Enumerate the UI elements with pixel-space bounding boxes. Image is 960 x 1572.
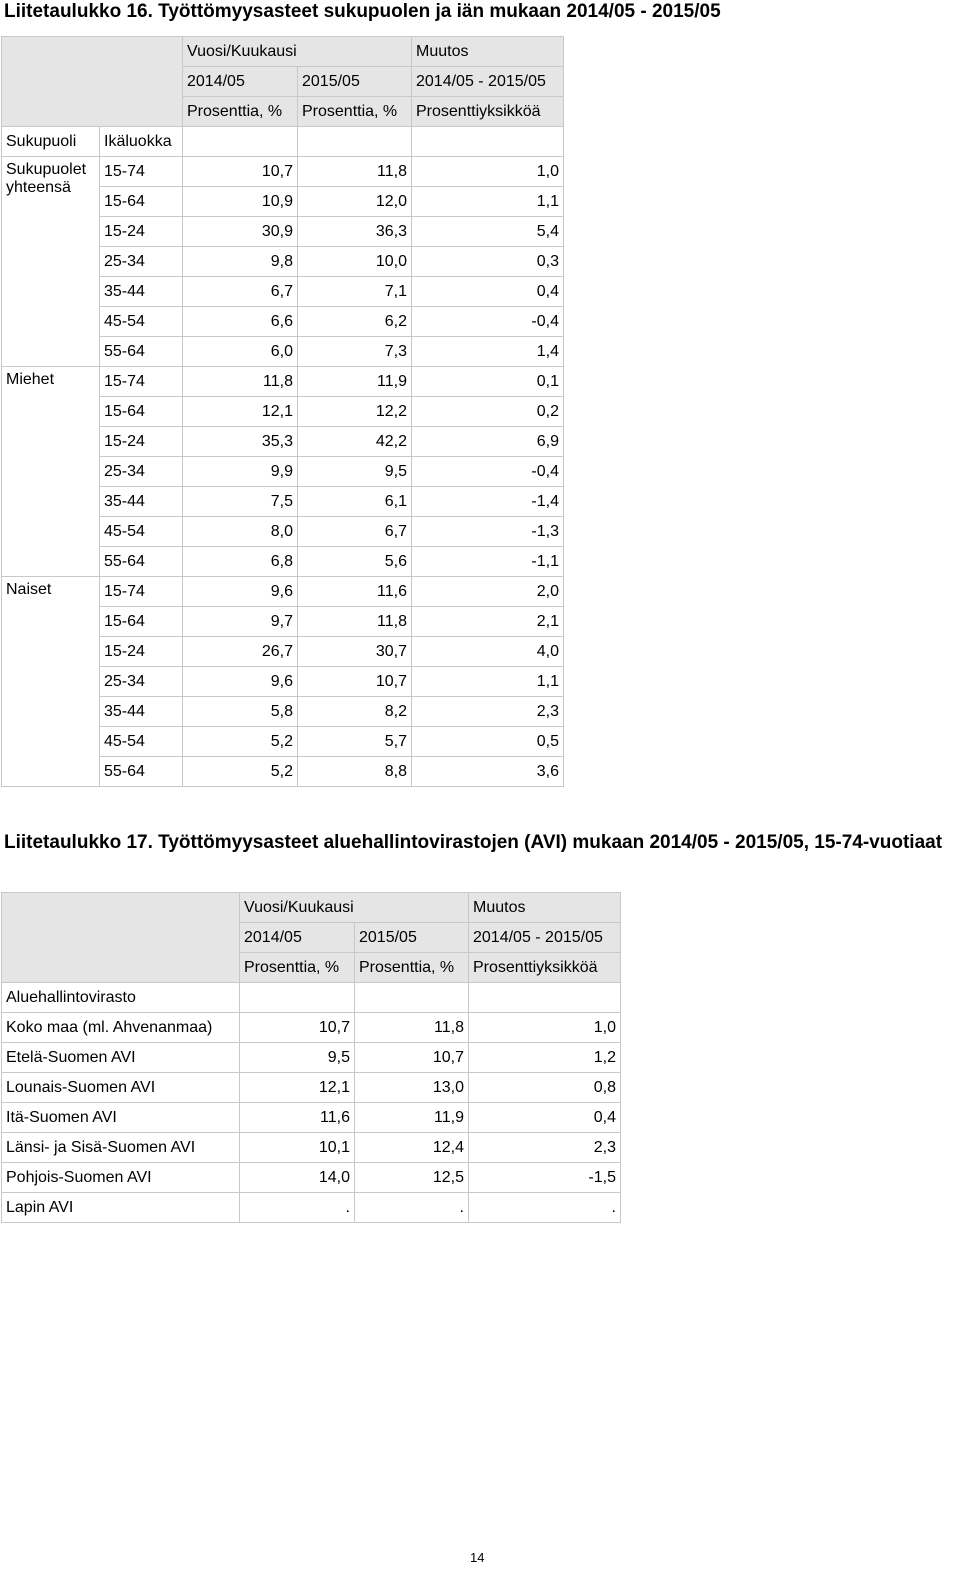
- age-group-cell: 15-64: [100, 397, 183, 427]
- rate-2014-cell: 5,2: [183, 727, 298, 757]
- table-row: [2, 157, 564, 187]
- change-cell: 0,4: [412, 277, 564, 307]
- age-group-cell: 15-24: [100, 427, 183, 457]
- rate-2015-cell: 11,9: [355, 1103, 469, 1133]
- gender-group-label: Naiset: [2, 577, 100, 787]
- table-row: [2, 1133, 621, 1163]
- table17-header-period-3: 2014/05 - 2015/05: [469, 923, 621, 953]
- region-label-cell: Länsi- ja Sisä-Suomen AVI: [2, 1133, 240, 1163]
- change-cell: .: [469, 1193, 621, 1223]
- rate-2014-cell: 11,8: [183, 367, 298, 397]
- rate-2015-cell: 10,7: [298, 667, 412, 697]
- table16-body: [2, 157, 564, 787]
- age-group-cell: 15-24: [100, 217, 183, 247]
- table16-header-period-2: 2015/05: [298, 67, 412, 97]
- rate-2014-cell: 5,2: [183, 757, 298, 787]
- rate-2014-cell: 8,0: [183, 517, 298, 547]
- rate-2014-cell: 9,5: [240, 1043, 355, 1073]
- table16-header-period-3: 2014/05 - 2015/05: [412, 67, 564, 97]
- table17-header-unit-1: Prosenttia, %: [240, 953, 355, 983]
- change-cell: 0,4: [469, 1103, 621, 1133]
- table-row: [2, 367, 564, 397]
- rate-2014-cell: .: [240, 1193, 355, 1223]
- rate-2014-cell: 6,8: [183, 547, 298, 577]
- table-row: [2, 1043, 621, 1073]
- table-row: [2, 1163, 621, 1193]
- change-cell: 0,3: [412, 247, 564, 277]
- table17-row-header: Aluehallintovirasto: [2, 983, 240, 1013]
- rate-2015-cell: 11,8: [298, 157, 412, 187]
- rate-2014-cell: 9,6: [183, 667, 298, 697]
- table-row: [2, 1103, 621, 1133]
- age-group-cell: 15-24: [100, 637, 183, 667]
- rate-2015-cell: 9,5: [298, 457, 412, 487]
- age-group-cell: 15-74: [100, 157, 183, 187]
- change-cell: 1,0: [469, 1013, 621, 1043]
- table16-header-group1: Vuosi/Kuukausi: [183, 37, 412, 67]
- rate-2014-cell: 5,8: [183, 697, 298, 727]
- change-cell: 0,5: [412, 727, 564, 757]
- rate-2014-cell: 11,6: [240, 1103, 355, 1133]
- table16-blank-cell: [298, 127, 412, 157]
- rate-2014-cell: 9,7: [183, 607, 298, 637]
- change-cell: 3,6: [412, 757, 564, 787]
- rate-2015-cell: 12,5: [355, 1163, 469, 1193]
- age-group-cell: 35-44: [100, 697, 183, 727]
- rate-2015-cell: 7,3: [298, 337, 412, 367]
- table17-blank-cell: [240, 983, 355, 1013]
- region-label-cell: Itä-Suomen AVI: [2, 1103, 240, 1133]
- rate-2014-cell: 14,0: [240, 1163, 355, 1193]
- change-cell: 2,0: [412, 577, 564, 607]
- age-group-cell: 55-64: [100, 337, 183, 367]
- rate-2015-cell: 5,7: [298, 727, 412, 757]
- rate-2015-cell: 30,7: [298, 637, 412, 667]
- change-cell: 5,4: [412, 217, 564, 247]
- change-cell: 2,3: [412, 697, 564, 727]
- table17-header-group1: Vuosi/Kuukausi: [240, 893, 469, 923]
- rate-2014-cell: 6,6: [183, 307, 298, 337]
- rate-2014-cell: 9,8: [183, 247, 298, 277]
- rate-2015-cell: .: [355, 1193, 469, 1223]
- table16-blank-cell: [412, 127, 564, 157]
- change-cell: -1,5: [469, 1163, 621, 1193]
- table17-header-period-1: 2014/05: [240, 923, 355, 953]
- age-group-cell: 35-44: [100, 277, 183, 307]
- change-cell: 0,8: [469, 1073, 621, 1103]
- table-row: [2, 1013, 621, 1043]
- table16-header-unit-2: Prosenttia, %: [298, 97, 412, 127]
- page-number: 14: [470, 1550, 485, 1565]
- rate-2015-cell: 7,1: [298, 277, 412, 307]
- region-label-cell: Lapin AVI: [2, 1193, 240, 1223]
- change-cell: 1,2: [469, 1043, 621, 1073]
- table17-header-unit-2: Prosenttia, %: [355, 953, 469, 983]
- table16-corner: [2, 37, 183, 127]
- rate-2015-cell: 11,8: [298, 607, 412, 637]
- age-group-cell: 55-64: [100, 547, 183, 577]
- change-cell: 4,0: [412, 637, 564, 667]
- change-cell: 6,9: [412, 427, 564, 457]
- rate-2015-cell: 10,7: [355, 1043, 469, 1073]
- rate-2015-cell: 11,6: [298, 577, 412, 607]
- rate-2015-cell: 13,0: [355, 1073, 469, 1103]
- change-cell: 2,1: [412, 607, 564, 637]
- rate-2014-cell: 26,7: [183, 637, 298, 667]
- age-group-cell: 15-64: [100, 187, 183, 217]
- rate-2015-cell: 6,2: [298, 307, 412, 337]
- age-group-cell: 25-34: [100, 457, 183, 487]
- table17-header-unit-3: Prosenttiyksikköä: [469, 953, 621, 983]
- change-cell: -1,4: [412, 487, 564, 517]
- rate-2014-cell: 9,9: [183, 457, 298, 487]
- table16-row-header-age: Ikäluokka: [100, 127, 183, 157]
- region-label-cell: Lounais-Suomen AVI: [2, 1073, 240, 1103]
- rate-2014-cell: 10,1: [240, 1133, 355, 1163]
- age-group-cell: 25-34: [100, 247, 183, 277]
- rate-2015-cell: 8,8: [298, 757, 412, 787]
- table-row: [2, 1073, 621, 1103]
- rate-2014-cell: 10,7: [183, 157, 298, 187]
- table17-blank-cell: [355, 983, 469, 1013]
- rate-2015-cell: 5,6: [298, 547, 412, 577]
- rate-2014-cell: 10,9: [183, 187, 298, 217]
- age-group-cell: 25-34: [100, 667, 183, 697]
- rate-2014-cell: 12,1: [240, 1073, 355, 1103]
- change-cell: -0,4: [412, 307, 564, 337]
- change-cell: -0,4: [412, 457, 564, 487]
- age-group-cell: 15-64: [100, 607, 183, 637]
- table17-blank-cell: [469, 983, 621, 1013]
- rate-2014-cell: 6,7: [183, 277, 298, 307]
- table17-corner: [2, 893, 240, 983]
- change-cell: 1,1: [412, 187, 564, 217]
- rate-2014-cell: 10,7: [240, 1013, 355, 1043]
- change-cell: 1,0: [412, 157, 564, 187]
- rate-2014-cell: 12,1: [183, 397, 298, 427]
- rate-2015-cell: 12,2: [298, 397, 412, 427]
- rate-2015-cell: 12,4: [355, 1133, 469, 1163]
- table16-header-period-1: 2014/05: [183, 67, 298, 97]
- table17-title: Liitetaulukko 17. Työttömyysasteet aluehallintovirastojen (AVI) mukaan 2014/05 - 2015/05, 15-74-vuotiaat: [4, 832, 943, 853]
- rate-2015-cell: 10,0: [298, 247, 412, 277]
- rate-2015-cell: 36,3: [298, 217, 412, 247]
- rate-2015-cell: 42,2: [298, 427, 412, 457]
- rate-2014-cell: 7,5: [183, 487, 298, 517]
- age-group-cell: 15-74: [100, 577, 183, 607]
- rate-2015-cell: 8,2: [298, 697, 412, 727]
- change-cell: 2,3: [469, 1133, 621, 1163]
- change-cell: 0,1: [412, 367, 564, 397]
- rate-2014-cell: 30,9: [183, 217, 298, 247]
- region-label-cell: Etelä-Suomen AVI: [2, 1043, 240, 1073]
- table16-title: Liitetaulukko 16. Työttömyysasteet sukupuolen ja iän mukaan 2014/05 - 2015/05: [4, 1, 721, 22]
- age-group-cell: 45-54: [100, 517, 183, 547]
- rate-2014-cell: 9,6: [183, 577, 298, 607]
- table16-blank-cell: [183, 127, 298, 157]
- table-row: [2, 1193, 621, 1223]
- gender-group-label: Sukupuolet yhteensä: [2, 157, 100, 367]
- table16-row-header-gender: Sukupuoli: [2, 127, 100, 157]
- rate-2015-cell: 6,1: [298, 487, 412, 517]
- rate-2014-cell: 6,0: [183, 337, 298, 367]
- table17-header-group2: Muutos: [469, 893, 621, 923]
- age-group-cell: 55-64: [100, 757, 183, 787]
- rate-2015-cell: 6,7: [298, 517, 412, 547]
- table16-header-group2: Muutos: [412, 37, 564, 67]
- table17-header-period-2: 2015/05: [355, 923, 469, 953]
- age-group-cell: 45-54: [100, 307, 183, 337]
- table-row: [2, 577, 564, 607]
- table17: [1, 892, 621, 1223]
- age-group-cell: 45-54: [100, 727, 183, 757]
- rate-2015-cell: 11,9: [298, 367, 412, 397]
- change-cell: -1,1: [412, 547, 564, 577]
- rate-2015-cell: 11,8: [355, 1013, 469, 1043]
- rate-2014-cell: 35,3: [183, 427, 298, 457]
- change-cell: 0,2: [412, 397, 564, 427]
- age-group-cell: 35-44: [100, 487, 183, 517]
- table16: [1, 36, 564, 787]
- age-group-cell: 15-74: [100, 367, 183, 397]
- change-cell: -1,3: [412, 517, 564, 547]
- rate-2015-cell: 12,0: [298, 187, 412, 217]
- table16-header-unit-3: Prosenttiyksikköä: [412, 97, 564, 127]
- gender-group-label: Miehet: [2, 367, 100, 577]
- region-label-cell: Koko maa (ml. Ahvenanmaa): [2, 1013, 240, 1043]
- table17-body: [2, 1013, 621, 1223]
- change-cell: 1,1: [412, 667, 564, 697]
- table16-header-unit-1: Prosenttia, %: [183, 97, 298, 127]
- region-label-cell: Pohjois-Suomen AVI: [2, 1163, 240, 1193]
- change-cell: 1,4: [412, 337, 564, 367]
